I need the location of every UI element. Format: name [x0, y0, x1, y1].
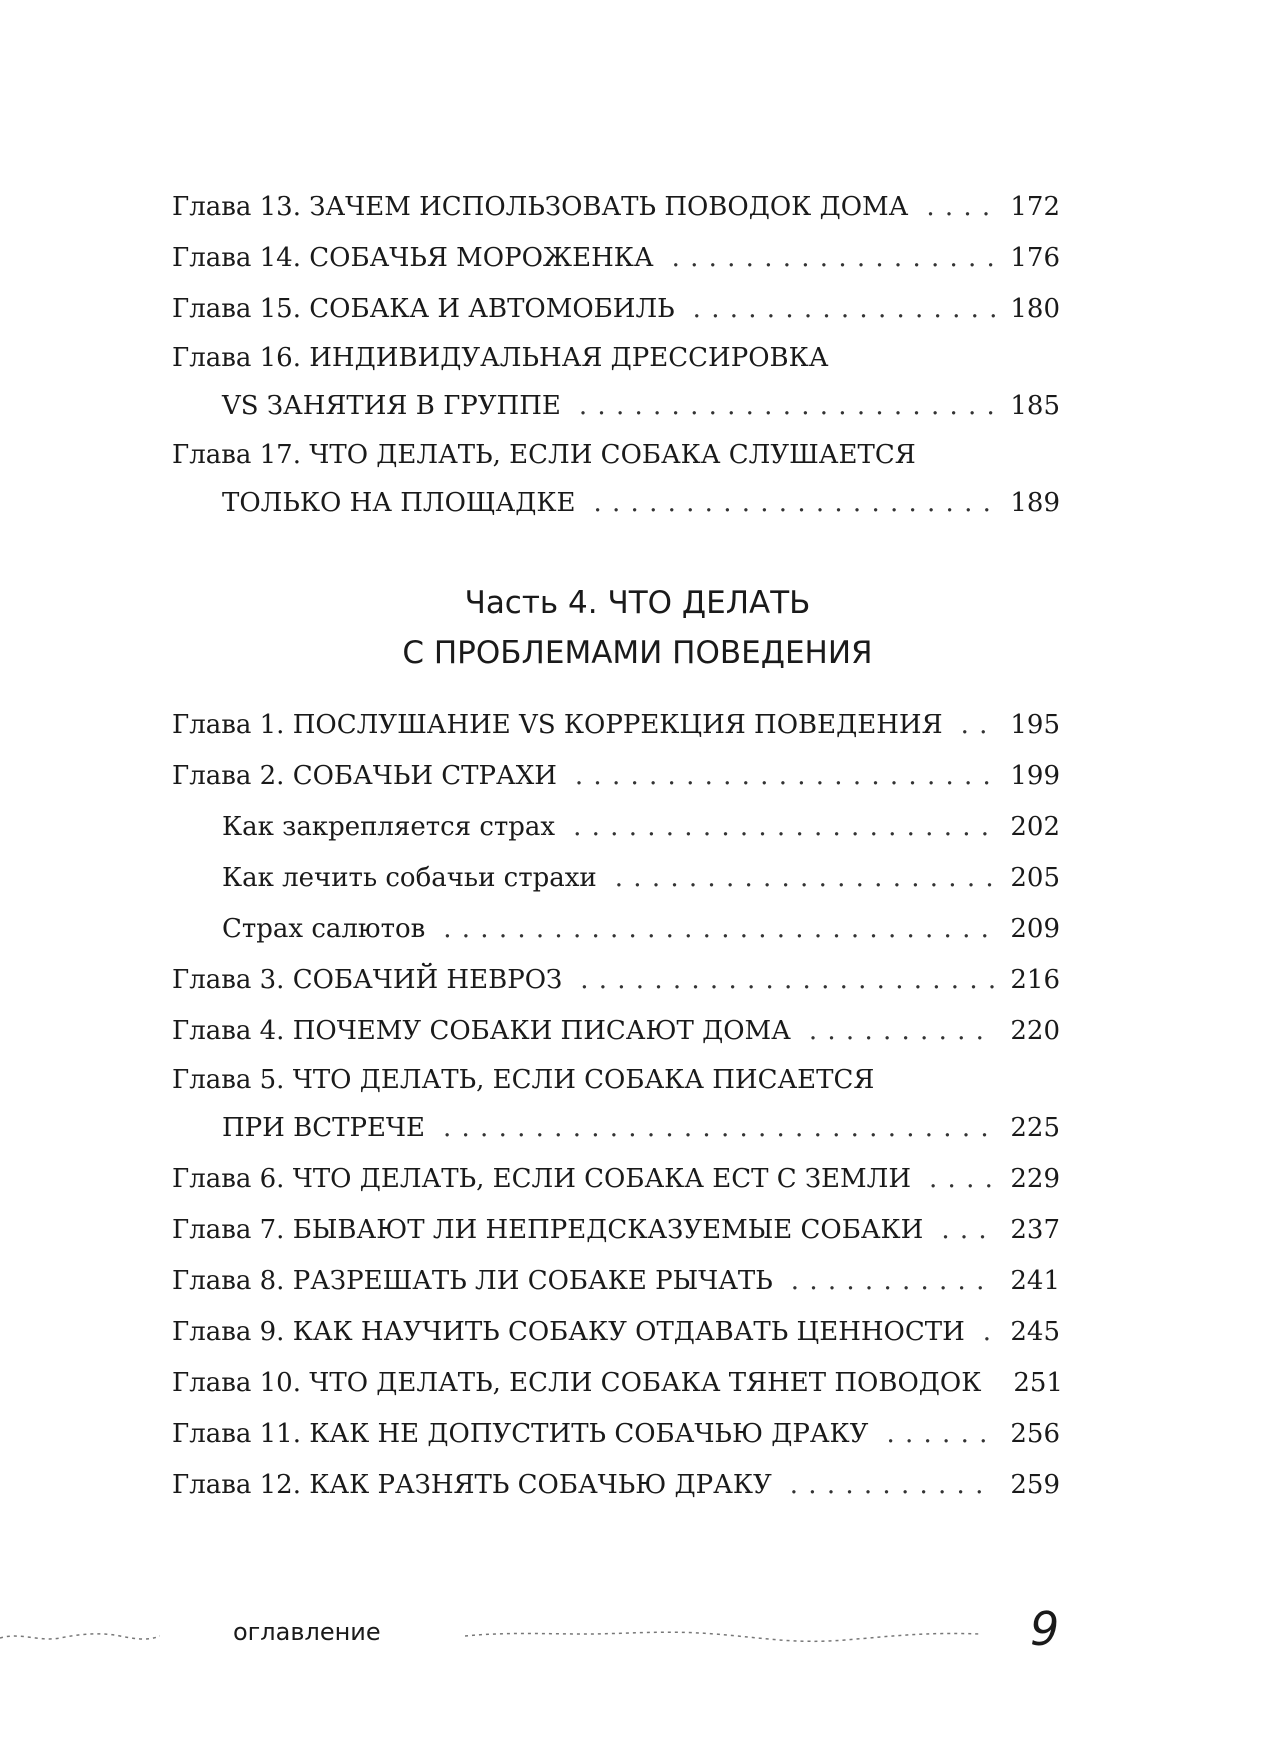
subsection-title: Страх салютов	[222, 914, 426, 944]
toc-subentry[interactable]	[172, 802, 1060, 853]
chapter-label: Глава 12.	[172, 1470, 301, 1500]
toc-entry-multiline[interactable]	[172, 1057, 1060, 1154]
chapter-title: БЫВАЮТ ЛИ НЕПРЕДСКАЗУЕМЫЕ СОБАКИ	[292, 1215, 924, 1245]
leader-dots	[580, 955, 996, 1006]
chapter-label: Глава 5.	[172, 1065, 285, 1095]
part-heading-line1: Часть 4. ЧТО ДЕЛАТЬ	[464, 585, 811, 621]
chapter-label: Глава 9.	[172, 1317, 285, 1347]
leader-dots	[615, 853, 997, 904]
page-number: 237	[1010, 1215, 1060, 1245]
page-number: 229	[1010, 1164, 1060, 1194]
toc-entry[interactable]	[172, 182, 1060, 233]
chapter-title: СОБАЧЬИ СТРАХИ	[292, 761, 557, 791]
page-number: 245	[1010, 1317, 1060, 1347]
chapter-label: Глава 11.	[172, 1419, 301, 1449]
chapter-title: ЧТО ДЕЛАТЬ, ЕСЛИ СОБАКА ТЯНЕТ ПОВОДОК	[309, 1368, 982, 1398]
chapter-title: ЧТО ДЕЛАТЬ, ЕСЛИ СОБАКА ЕСТ С ЗЕМЛИ	[292, 1164, 912, 1194]
entry-continuation	[172, 1103, 1060, 1154]
page-number: 185	[1010, 391, 1060, 421]
page-number: 209	[1010, 914, 1060, 944]
toc-entry[interactable]	[172, 1460, 1060, 1511]
page-number: 202	[1010, 812, 1060, 842]
page-number: 180	[1010, 294, 1060, 324]
toc-entry[interactable]	[172, 1205, 1060, 1256]
chapter-title-line2: VS ЗАНЯТИЯ В ГРУППЕ	[222, 391, 561, 421]
leader-dots	[443, 904, 996, 955]
page-number: 251	[1013, 1368, 1063, 1398]
leader-dots	[573, 802, 996, 853]
leader-dots	[941, 1205, 996, 1256]
page-number: 225	[1010, 1113, 1060, 1143]
toc-entry[interactable]	[172, 1409, 1060, 1460]
page-number: 220	[1010, 1016, 1060, 1046]
entry-first-line	[172, 432, 1060, 478]
entry-continuation	[172, 381, 1060, 432]
leader-dots	[791, 1256, 997, 1307]
leader-dots	[443, 1103, 996, 1154]
chapter-title: СОБАКА И АВТОМОБИЛЬ	[309, 294, 675, 324]
toc-subentry[interactable]	[172, 853, 1060, 904]
chapter-label: Глава 3.	[172, 965, 285, 995]
chapter-label: Глава 8.	[172, 1266, 285, 1296]
toc-entry[interactable]	[172, 1006, 1060, 1057]
toc-entry[interactable]	[172, 233, 1060, 284]
chapter-label: Глава 14.	[172, 243, 301, 273]
page-number: 172	[1010, 192, 1060, 222]
toc-entry[interactable]	[172, 700, 1060, 751]
footer-page-number: 9	[1030, 1602, 1060, 1656]
toc-entry[interactable]	[172, 1154, 1060, 1205]
chapter-label: Глава 2.	[172, 761, 285, 791]
toc-entry[interactable]	[172, 1307, 1060, 1358]
leader-dots	[594, 478, 997, 529]
chapter-title-line2: ТОЛЬКО НА ПЛОЩАДКЕ	[222, 488, 576, 518]
chapter-title-line2: ПРИ ВСТРЕЧЕ	[222, 1113, 425, 1143]
leader-dots	[790, 1460, 997, 1511]
leader-dots	[693, 284, 997, 335]
page-number: 241	[1010, 1266, 1060, 1296]
entry-continuation	[172, 478, 1060, 529]
chapter-label: Глава 13.	[172, 192, 301, 222]
leader-dots	[886, 1409, 996, 1460]
chapter-label: Глава 6.	[172, 1164, 285, 1194]
part-heading-line2: С ПРОБЛЕМАМИ ПОВЕДЕНИЯ	[402, 635, 873, 671]
chapter-title: РАЗРЕШАТЬ ЛИ СОБАКЕ РЫЧАТЬ	[292, 1266, 773, 1296]
part-heading	[0, 578, 1275, 678]
page-number: 256	[1010, 1419, 1060, 1449]
chapter-title: КАК НАУЧИТЬ СОБАКУ ОТДАВАТЬ ЦЕННОСТИ	[292, 1317, 965, 1347]
chapter-label: Глава 10.	[172, 1368, 301, 1398]
chapter-label: Глава 4.	[172, 1016, 285, 1046]
toc-entry-multiline[interactable]	[172, 335, 1060, 432]
subsection-title: Как закрепляется страх	[222, 812, 556, 842]
toc-entry[interactable]	[172, 1256, 1060, 1307]
toc-part4	[172, 700, 1063, 1511]
leader-dots	[983, 1307, 997, 1358]
page-number: 189	[1010, 488, 1060, 518]
left-wave-decoration	[0, 1628, 160, 1644]
chapter-title: ПОСЛУШАНИЕ VS КОРРЕКЦИЯ ПОВЕДЕНИЯ	[292, 710, 943, 740]
page-number: 176	[1010, 243, 1060, 273]
entry-first-line	[172, 1057, 1060, 1103]
chapter-title-line1: ЧТО ДЕЛАТЬ, ЕСЛИ СОБАКА СЛУШАЕТСЯ	[309, 440, 916, 470]
page-number: 259	[1010, 1470, 1060, 1500]
page-number: 199	[1010, 761, 1060, 791]
chapter-title: СОБАЧЬЯ МОРОЖЕНКА	[309, 243, 654, 273]
leader-dots	[926, 182, 996, 233]
chapter-title: КАК НЕ ДОПУСТИТЬ СОБАЧЬЮ ДРАКУ	[309, 1419, 869, 1449]
leader-dots	[929, 1154, 996, 1205]
page-number: 205	[1010, 863, 1060, 893]
toc-top	[172, 182, 1060, 529]
subsection-title: Как лечить собачьи страхи	[222, 863, 597, 893]
chapter-title: ЗАЧЕМ ИСПОЛЬЗОВАТЬ ПОВОДОК ДОМА	[309, 192, 909, 222]
leader-dots	[579, 381, 996, 432]
toc-entry-multiline[interactable]	[172, 432, 1060, 529]
chapter-label: Глава 15.	[172, 294, 301, 324]
page-number: 195	[1010, 710, 1060, 740]
chapter-title-line1: ИНДИВИДУАЛЬНАЯ ДРЕССИРОВКА	[309, 343, 829, 373]
toc-entry[interactable]	[172, 284, 1060, 335]
chapter-label: Глава 16.	[172, 343, 301, 373]
chapter-title: КАК РАЗНЯТЬ СОБАЧЬЮ ДРАКУ	[309, 1470, 772, 1500]
page-footer	[0, 1602, 1275, 1668]
toc-entry[interactable]	[172, 751, 1060, 802]
chapter-label: Глава 17.	[172, 440, 301, 470]
leader-dots	[961, 700, 997, 751]
chapter-title: ПОЧЕМУ СОБАКИ ПИСАЮТ ДОМА	[292, 1016, 791, 1046]
right-wave-decoration	[465, 1626, 980, 1646]
toc-entry[interactable]	[172, 1358, 1063, 1409]
page-number: 216	[1010, 965, 1060, 995]
leader-dots	[672, 233, 997, 284]
chapter-label: Глава 7.	[172, 1215, 285, 1245]
footer-section-label: оглавление	[233, 1618, 381, 1646]
leader-dots	[575, 751, 996, 802]
toc-entry[interactable]	[172, 955, 1060, 1006]
entry-first-line	[172, 335, 1060, 381]
chapter-title: СОБАЧИЙ НЕВРОЗ	[292, 965, 563, 995]
chapter-label: Глава 1.	[172, 710, 285, 740]
chapter-title-line1: ЧТО ДЕЛАТЬ, ЕСЛИ СОБАКА ПИСАЕТСЯ	[292, 1065, 875, 1095]
leader-dots	[809, 1006, 997, 1057]
toc-subentry[interactable]	[172, 904, 1060, 955]
